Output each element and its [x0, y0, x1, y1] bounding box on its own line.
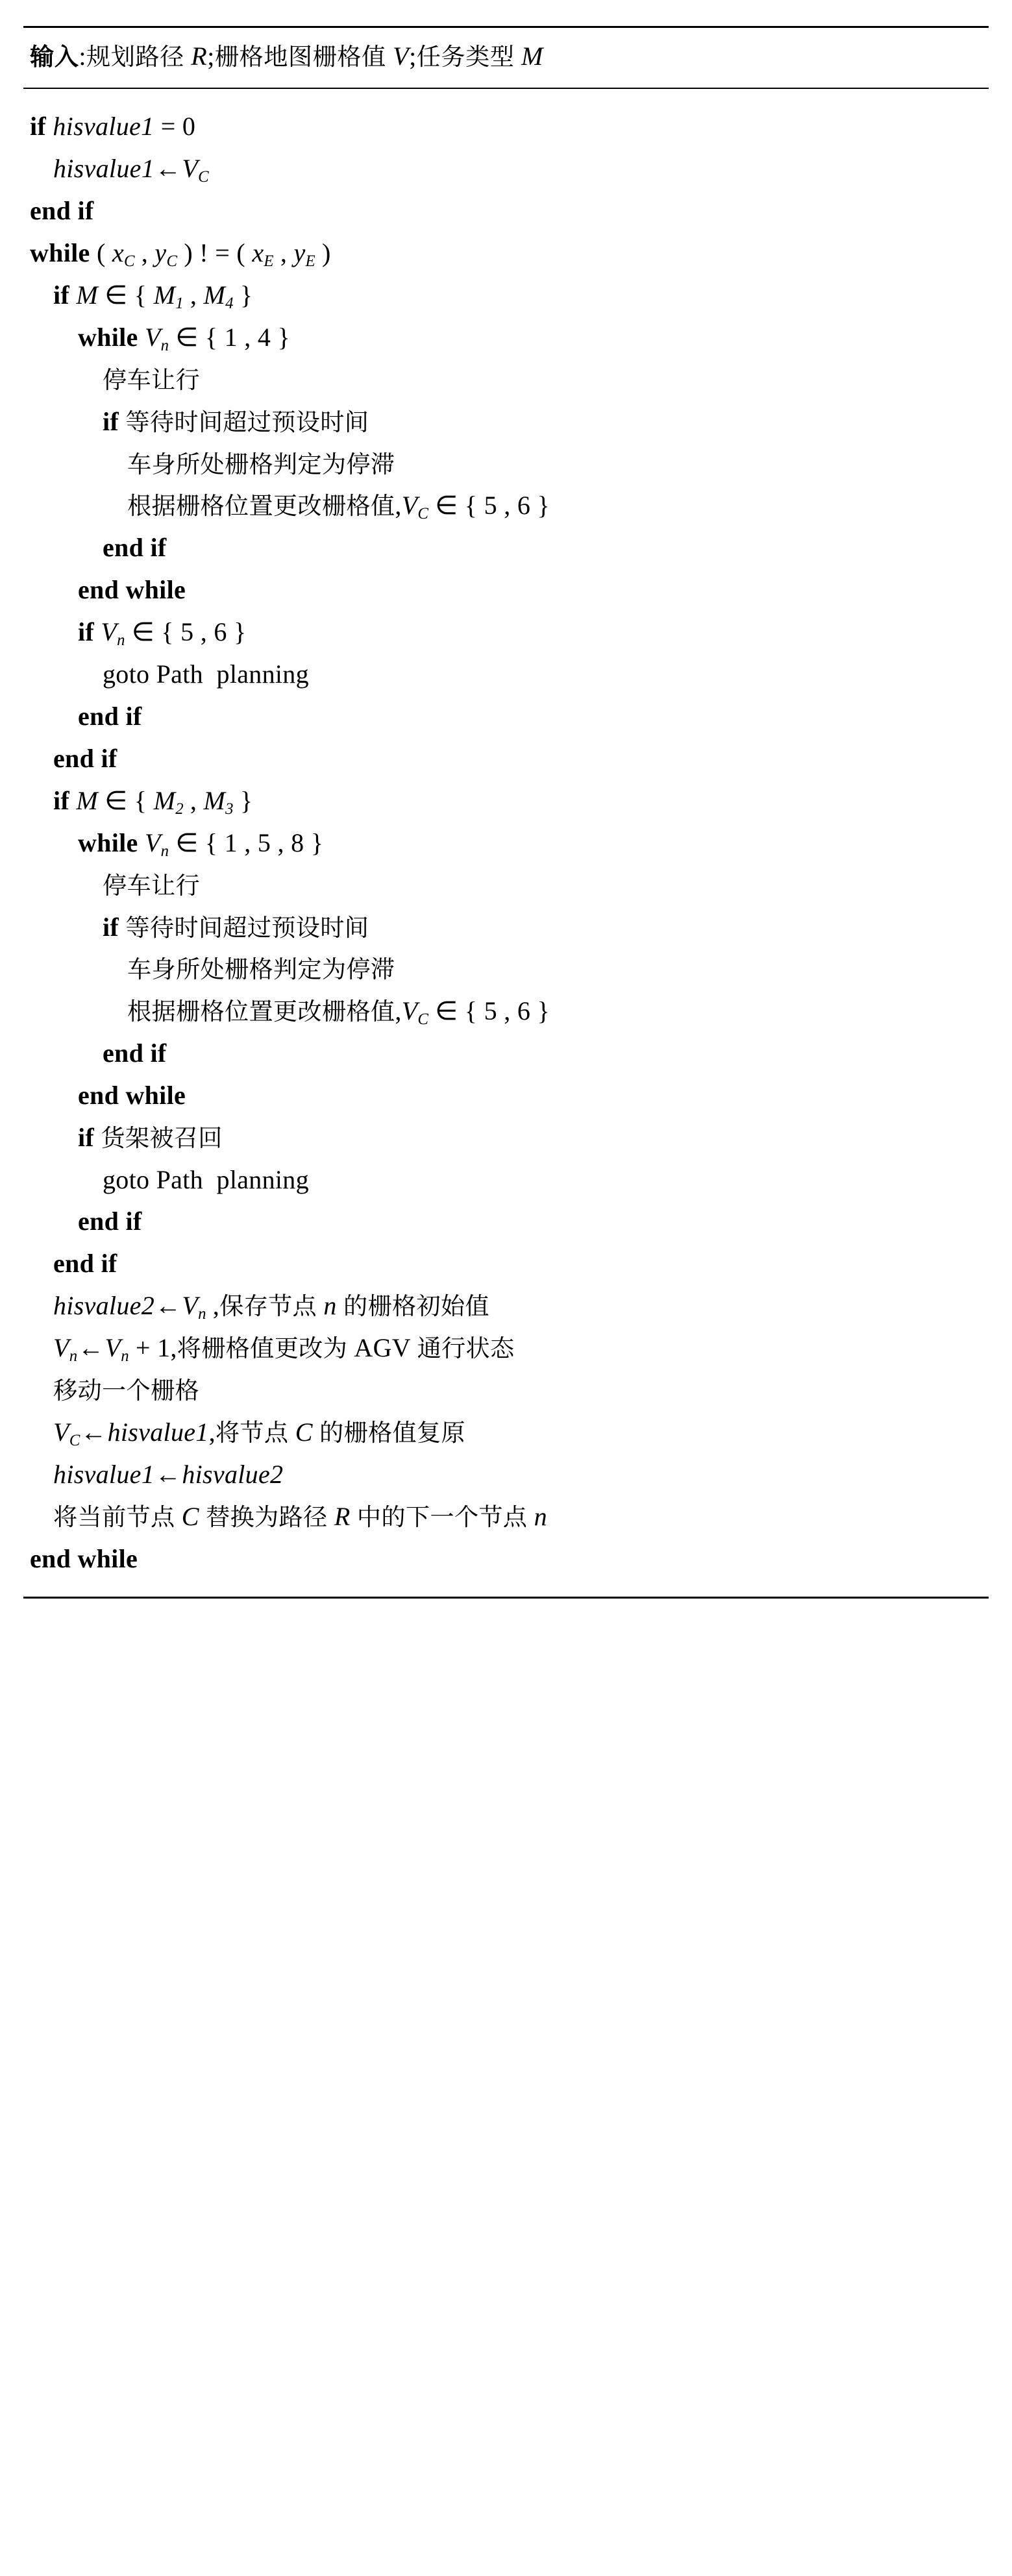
code-line: $hisvalue1\leftarrow V_C$ — [53, 153, 209, 186]
code-line: 停车让行 — [103, 365, 200, 394]
bottom-rule — [23, 1597, 989, 1599]
code-line: goto Path planning — [103, 1164, 309, 1194]
code-line: end if — [78, 1207, 142, 1236]
algorithm-block — [23, 26, 989, 1599]
algorithm-input-header: 输入:规划路径 R;栅格地图栅格值 V;任务类型 M — [30, 42, 543, 71]
code-line: end if — [103, 533, 167, 563]
code-line: end if — [103, 1038, 167, 1068]
code-line: end while — [78, 1081, 186, 1110]
code-line: while $V_n$ ∈ { 1 , 4 } — [78, 322, 291, 354]
code-line: 移动一个栅格 — [53, 1376, 199, 1405]
code-line: end while — [30, 1543, 138, 1573]
code-line: $hisvalue2\leftarrow V_n$ ,保存节点 n 的栅格初始值 — [53, 1290, 489, 1323]
code-line: end if — [78, 701, 142, 731]
code-line: $V_C\leftarrow hisvalue1$,将节点 C 的栅格值复原 — [53, 1417, 465, 1449]
code-line: 将当前节点 C 替换为路径 R 中的下一个节点 n — [53, 1501, 547, 1531]
code-line: end if — [53, 743, 117, 773]
code-line: $V_n\leftarrow V_n + 1$,将栅格值更改为 AGV 通行状态 — [53, 1333, 515, 1366]
code-line: if 等待时间超过预设时间 — [103, 406, 369, 436]
code-line: end while — [78, 575, 186, 605]
code-line: 根据栅格位置更改栅格值$,V_C$ ∈ { 5 , 6 } — [127, 996, 550, 1029]
code-line: end if — [53, 1249, 117, 1279]
code-line: if M ∈ { $M_2$ , $M_3$ } — [53, 785, 253, 818]
code-line: if $V_n$ ∈ { 5 , 6 } — [78, 617, 247, 649]
code-line: goto Path planning — [103, 659, 309, 689]
code-line: 停车让行 — [103, 870, 200, 900]
code-line: while $V_n$ ∈ { 1 , 5 , 8 } — [78, 828, 324, 860]
code-line: if M ∈ { $M_1$ , $M_4$ } — [53, 280, 253, 312]
code-line: if hisvalue1 = 0 — [30, 112, 196, 141]
code-line: while ( $x_C$ , $y_C$ ) ! = ( $x_E$ , $y_E$ ) — [30, 238, 331, 270]
code-line: 车身所处栅格判定为停滞 — [127, 955, 395, 984]
code-line: 根据栅格位置更改栅格值$,V_C$ ∈ { 5 , 6 } — [127, 491, 550, 523]
code-line: end if — [30, 195, 94, 225]
code-line: if 等待时间超过预设时间 — [103, 912, 369, 942]
code-line: 车身所处栅格判定为停滞 — [127, 449, 395, 478]
code-line: hisvalue1←hisvalue2 — [53, 1460, 284, 1490]
algorithm-body — [23, 89, 989, 1597]
code-line: if 货架被召回 — [78, 1122, 223, 1152]
